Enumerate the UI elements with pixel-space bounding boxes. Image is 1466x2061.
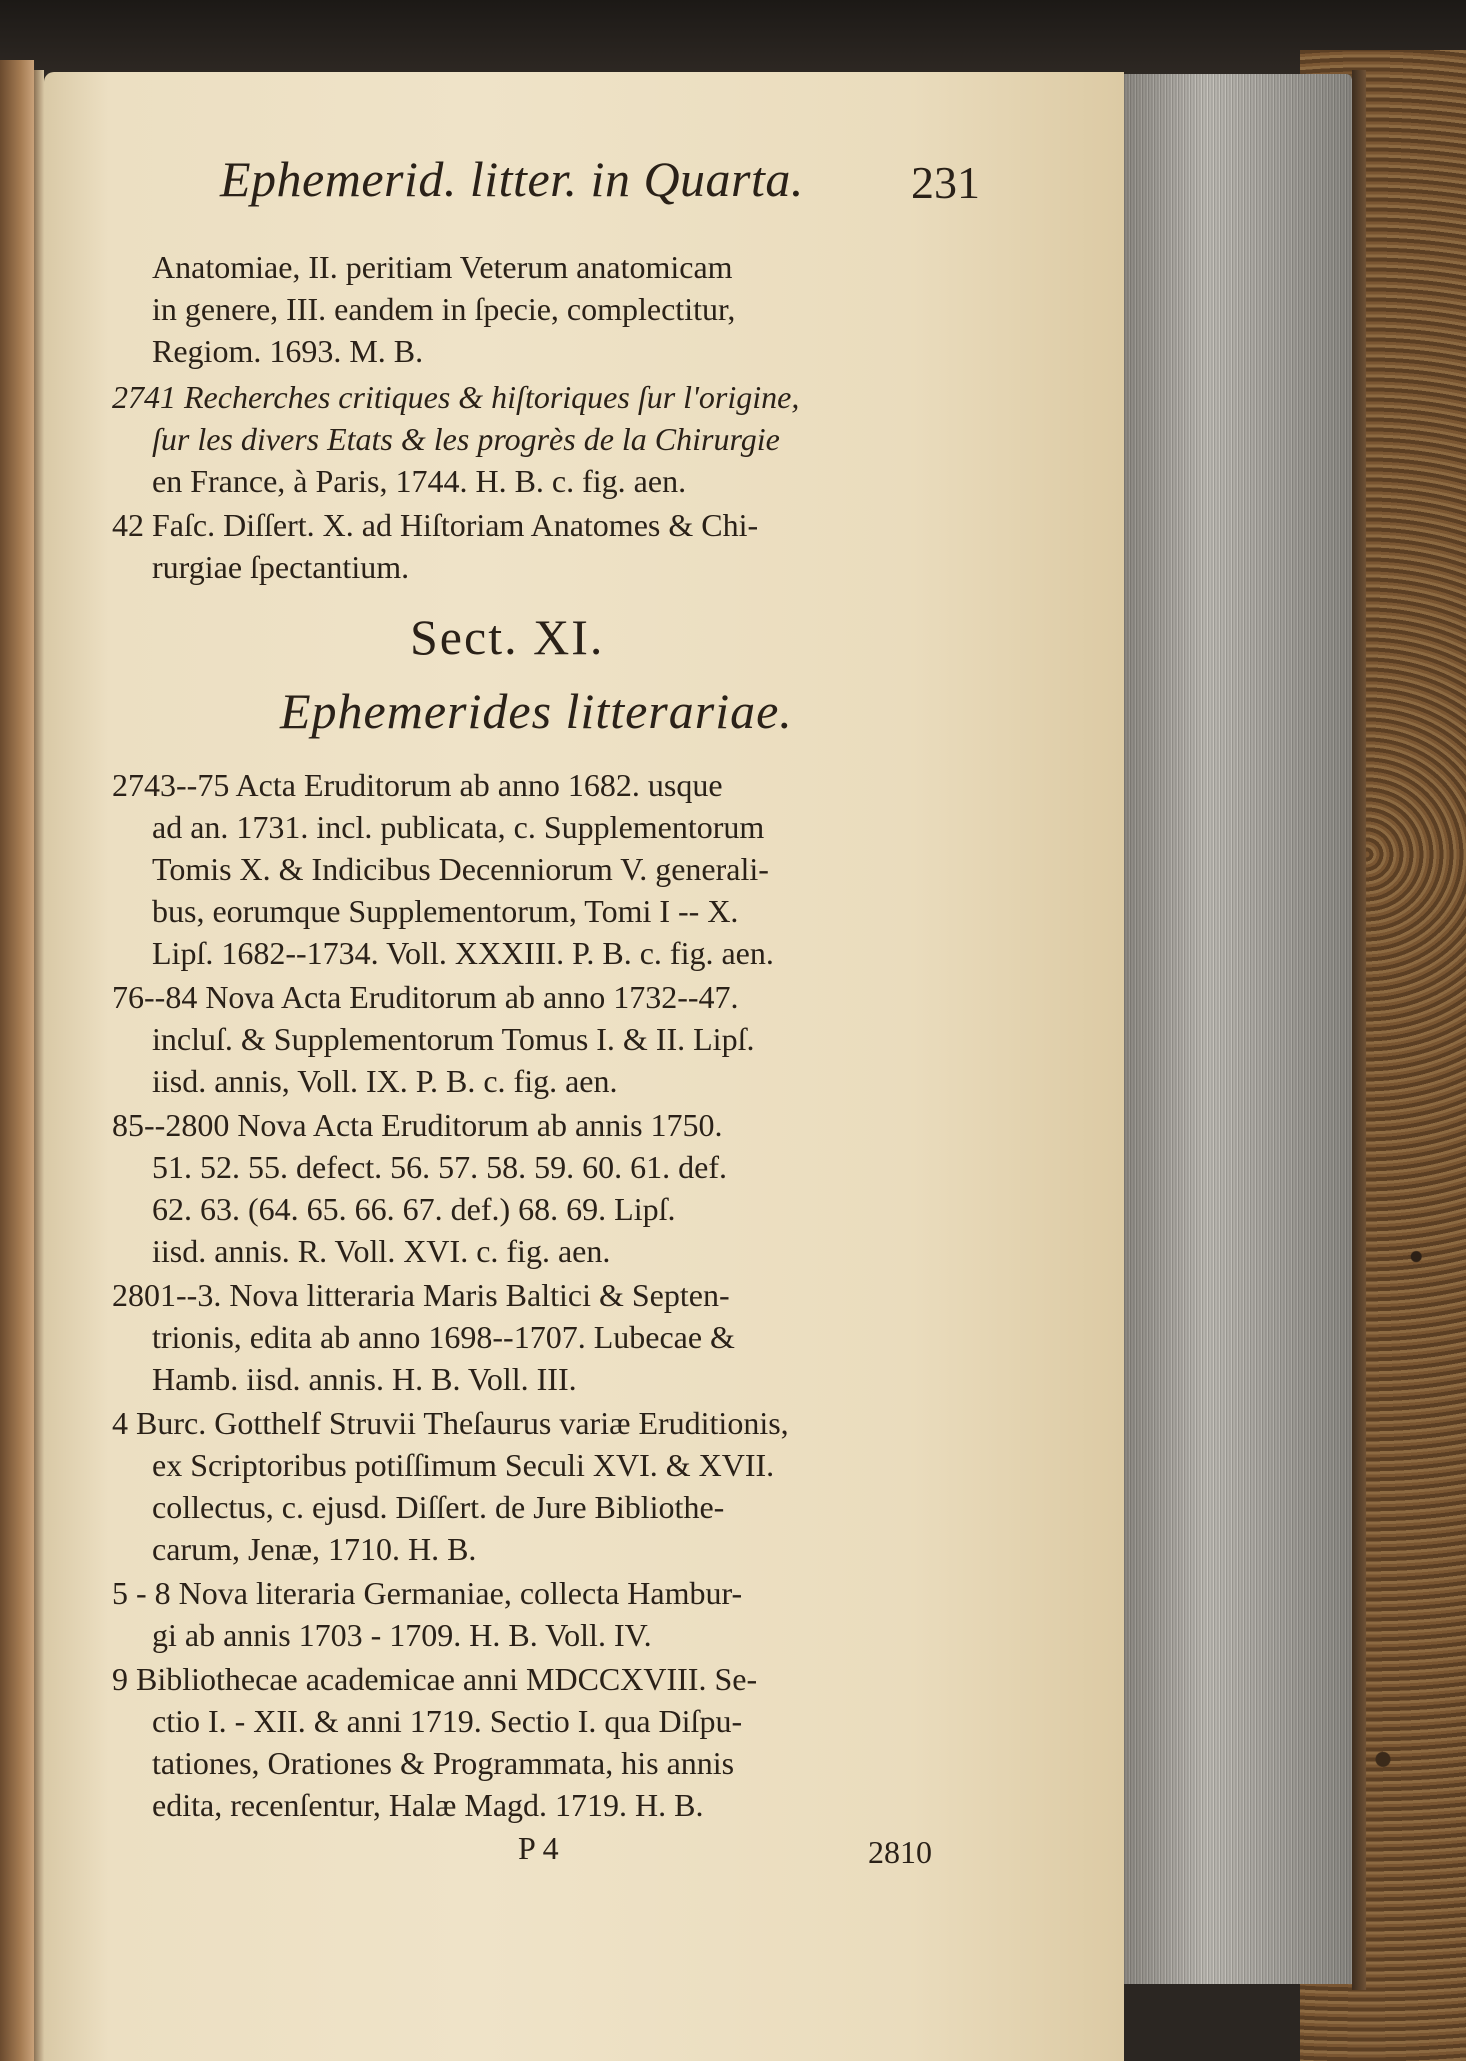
- entry-line: edita, recenſentur, Halæ Magd. 1719. H. B.: [152, 1787, 704, 1823]
- entry-line: Hamb. iisd. annis. H. B. Voll. III.: [152, 1361, 577, 1397]
- left-book-cover: [0, 60, 34, 2061]
- entry-line: ex Scriptoribus potiſſimum Seculi XVI. & XVII.: [152, 1447, 775, 1483]
- section-subtitle: Ephemerides litterariae.: [280, 683, 793, 739]
- left-page-edge: [34, 70, 44, 2061]
- text-line: Regiom. 1693. M. B.: [152, 333, 424, 369]
- entry-line: carum, Jenæ, 1710. H. B.: [152, 1531, 477, 1567]
- entry-line: trionis, edita ab anno 1698--1707. Lubecae &: [152, 1319, 735, 1355]
- entry-line: Lipſ. 1682--1734. Voll. XXXIII. P. B. c. fig. aen.: [152, 935, 774, 971]
- entry-line: tationes, Orationes & Programmata, his annis: [152, 1745, 735, 1781]
- entry-line: Tomis X. & Indicibus Decenniorum V. generali-: [152, 851, 769, 887]
- text-line: in genere, III. eandem in ſpecie, complectitur,: [152, 291, 736, 327]
- entry-line: 2801--3. Nova litteraria Maris Baltici & Septen-: [112, 1277, 730, 1313]
- page-header: [220, 150, 980, 220]
- entry-line: 76--84 Nova Acta Eruditorum ab anno 1732--47.: [112, 979, 739, 1015]
- entry-line: incluſ. & Supplementorum Tomus I. & II. Lipſ.: [152, 1021, 755, 1057]
- entry-line: iisd. annis, Voll. IX. P. B. c. fig. aen.: [152, 1063, 618, 1099]
- dark-background: [0, 0, 1466, 80]
- text-line: 42 Faſc. Diſſert. X. ad Hiſtoriam Anatomes & Chi-: [112, 507, 759, 543]
- text-line: 2741 Recherches critiques & hiſtoriques ſur l'origine,: [112, 379, 800, 415]
- text-line: ſur les divers Etats & les progrès de la Chirurgie: [152, 421, 780, 457]
- entry-line: iisd. annis. R. Voll. XVI. c. fig. aen.: [152, 1233, 611, 1269]
- entry-line: bus, eorumque Supplementorum, Tomi I -- X.: [152, 893, 739, 929]
- text-line: rurgiae ſpectantium.: [152, 549, 410, 585]
- entry-line: 62. 63. (64. 65. 66. 67. def.) 68. 69. Lipſ.: [152, 1191, 676, 1227]
- entry-line: gi ab annis 1703 - 1709. H. B. Voll. IV.: [152, 1617, 652, 1653]
- catchword: 2810: [868, 1834, 932, 1870]
- running-head: Ephemerid. litter. in Quarta.: [220, 151, 804, 207]
- section-title: Sect. XI.: [410, 609, 605, 665]
- entry-line: ctio I. - XII. & anni 1719. Sectio I. qua Diſpu-: [152, 1703, 743, 1739]
- signature-mark: P 4: [518, 1830, 559, 1866]
- entry-line: 4 Burc. Gotthelf Struvii Theſaurus variæ Eruditionis,: [112, 1405, 789, 1441]
- entry-line: 5 - 8 Nova literaria Germaniae, collecta Hambur-: [112, 1575, 743, 1611]
- text-line: en France, à Paris, 1744. H. B. c. fig. aen.: [152, 463, 687, 499]
- page-number: 231: [911, 157, 980, 208]
- text-line: Anatomiae, II. peritiam Veterum anatomicam: [152, 249, 733, 285]
- entry-line: 51. 52. 55. defect. 56. 57. 58. 59. 60. 61. def.: [152, 1149, 728, 1185]
- page-stack-shading: [1112, 74, 1352, 1984]
- entry-line: collectus, c. ejusd. Diſſert. de Jure Bibliothe-: [152, 1489, 725, 1525]
- entry-line: 9 Bibliothecae academicae anni MDCCXVIII. Se-: [112, 1661, 758, 1697]
- entry-line: 2743--75 Acta Eruditorum ab anno 1682. usque: [112, 767, 723, 803]
- entry-line: ad an. 1731. incl. publicata, c. Supplementorum: [152, 809, 765, 845]
- back-cover-edge: [1352, 70, 1366, 1990]
- entry-line: 85--2800 Nova Acta Eruditorum ab annis 1750.: [112, 1107, 723, 1143]
